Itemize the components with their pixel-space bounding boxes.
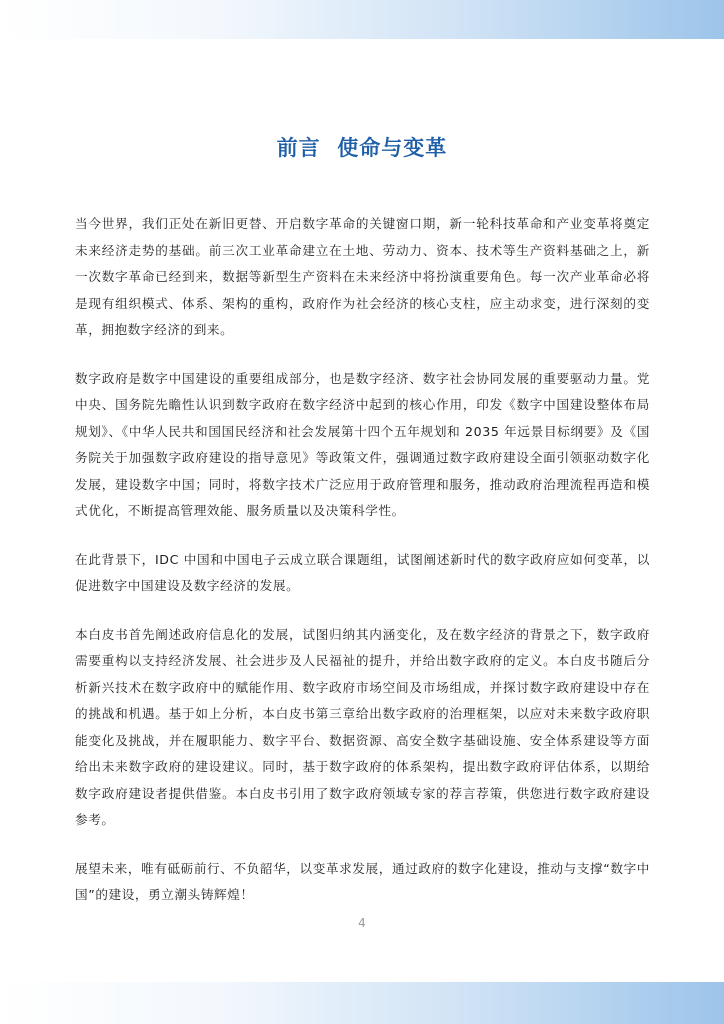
page-number: 4 xyxy=(358,916,366,930)
footer-decorative-band xyxy=(0,982,724,1024)
paragraph-4: 本白皮书首先阐述政府信息化的发展，试图归纳其内涵变化，及在数字经济的背景之下，数字政府需要重构以支持经济发展、社会进步及人民福祉的提升，并给出数字政府的定义。本白皮书随后分析新兴技术在数字政府中的赋能作用、数字政府市场空间及市场组成，并探讨数字政府建设中存在的挑战和机遇。基于如上分析，本白皮书第三章给出数字政府的治理框架，以应对未来数字政府职能变化及挑战，并在履职能力、数字平台、数据资源、高安全数字基础设施、安全体系建设等方面给出未来数字政府的建设建议。同时，基于数字政府的体系架构，提出数字政府评估体系，以期给数字政府建设者提供借鉴。本白皮书引用了数字政府领域专家的荐言荐策，供您进行数字政府建设参考。 xyxy=(75,626,650,827)
document-body xyxy=(75,211,650,931)
paragraph-1: 当今世界，我们正处在新旧更替、开启数字革命的关键窗口期，新一轮科技革命和产业变革将奠定未来经济走势的基础。前三次工业革命建立在土地、劳动力、资本、技术等生产资料基础之上，新一次数字革命已经到来，数据等新型生产资料在未来经济中将扮演重要角色。每一次产业革命必将是现有组织模式、体系、架构的重构，政府作为社会经济的核心支柱，应主动求变，进行深刻的变革，拥抱数字经济的到来。 xyxy=(75,216,650,337)
page-title: 前言 使命与变革 xyxy=(276,136,448,161)
paragraph-5: 展望未来，唯有砥砺前行、不负韶华，以变革求发展，通过政府的数字化建设，推动与支撑“数字中国”的建设，勇立潮头铸辉煌！ xyxy=(75,860,650,902)
header-decorative-band xyxy=(0,0,724,39)
paragraph-2: 数字政府是数字中国建设的重要组成部分，也是数字经济、数字社会协同发展的重要驱动力量。党中央、国务院先瞻性认识到数字政府在数字经济中起到的核心作用，印发《数字中国建设整体布局规划》、《中华人民共和国国民经济和社会发展第十四个五年规划和 2035 年远景目标纲要》及《国务院关于加强数字政府建设的指导意见》等政策文件，强调通过数字政府建设全面引领驱动数字化发展，建设数字中国；同时，将数字技术广泛应用于政府管理和服务，推动政府治理流程再造和模式优化，不断提高管理效能、服务质量以及决策科学性。 xyxy=(75,370,650,518)
paragraph-3: 在此背景下，IDC 中国和中国电子云成立联合课题组，试图阐述新时代的数字政府应如何变革，以促进数字中国建设及数字经济的发展。 xyxy=(75,551,650,593)
